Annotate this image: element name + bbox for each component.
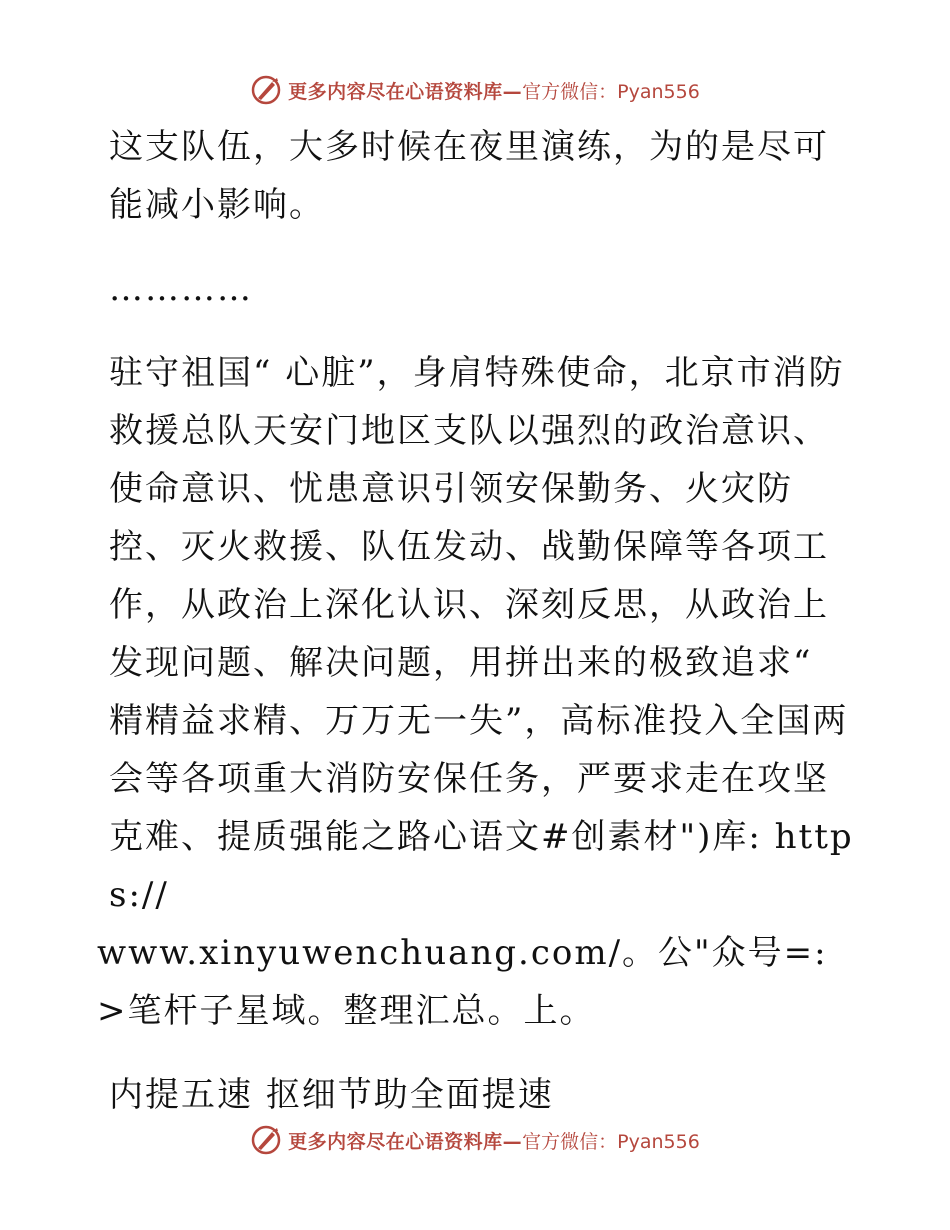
document-body bbox=[97, 118, 857, 1124]
quill-logo-icon bbox=[250, 1124, 282, 1156]
quill-logo-icon bbox=[250, 74, 282, 106]
header-banner bbox=[0, 70, 950, 110]
banner-title: 更多内容尽在心语资料库— bbox=[288, 1130, 523, 1153]
banner-wechat: 官方微信：Pyan556 bbox=[522, 1130, 700, 1153]
paragraph-1: 这支队伍，大多时候在夜里演练，为的是尽可能减小影响。 bbox=[109, 127, 829, 225]
paragraph-3: www.xinyuwenchuang.com/。公"众号=: >笔杆子星域。整理汇总。上。 bbox=[97, 933, 828, 1031]
footer-banner bbox=[0, 1120, 950, 1160]
banner-wechat: 官方微信：Pyan556 bbox=[522, 80, 700, 103]
section-heading: 内提五速 抠细节助全面提速 bbox=[109, 1075, 554, 1115]
paragraph-ellipsis: ………… bbox=[109, 269, 253, 309]
paragraph-2: 驻守祖国“ 心脏”，身肩特殊使命，北京市消防救援总队天安门地区支队以强烈的政治意识、使命意识、忧患意识引领安保勤务、火灾防控、灭火救援、队伍发动、战勤保障等各项工作，从政治上深化认识、深刻反思，从政治上发现问题、解决问题，用拼出来的极致追求“ 精精益求精、万万无一失”，高标准投入全国两会等各项重大消防安保任务，严要求走在攻坚克难、提质强能之路心语文#创素材")库: https:// bbox=[109, 353, 854, 915]
banner-title: 更多内容尽在心语资料库— bbox=[288, 80, 523, 103]
